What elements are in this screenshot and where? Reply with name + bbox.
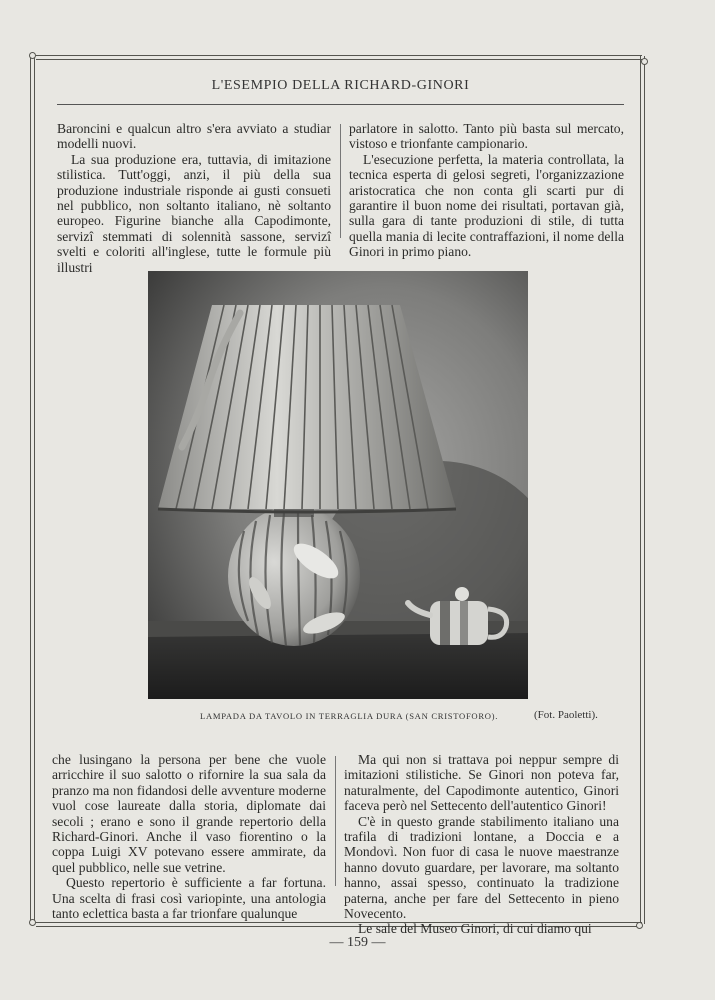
paragraph: Questo repertorio è sufficiente a far fortuna. Una scelta di frasi così variopinte, una antologia tanto eclettica basta a far trionfare qualunque <box>52 875 326 922</box>
paragraph: L'esecuzione perfetta, la materia controllata, la tecnica esperta di gelosi segreti, l'organizzazione aristocratica che non conta gli scarti pur di garantire il buon nome dei risultati, portavan già, sulla gara di tante produzioni di stile, di tutta quella mania di lecite contraffazioni, il nome della Ginori in primo piano. <box>349 151 624 260</box>
running-head: L'ESEMPIO DELLA RICHARD-GINORI <box>211 78 470 93</box>
page-number: — 159 — <box>329 935 386 950</box>
corner-ornament-top-right <box>641 58 648 65</box>
paragraph: Le sale del Museo Ginori, di cui diamo qui <box>358 921 592 937</box>
upper-left-column <box>57 121 331 275</box>
upper-right-column <box>349 121 624 260</box>
photo-credit: (Fot. Paoletti). <box>534 709 598 721</box>
paragraph: che lusingano la persona per bene che vuole arricchire il suo salotto o rifornire la sua sala da pranzo ma non fidandosi delle avventure moderne vuol cose laureate dalla storia, diplomate dai secoli ; erano e sono il grande repertorio della Richard-Ginori. Anche il vaso fiorentino o la coppa Luigi XV potevano essere ammirate, da quel pubblico, nelle sue vetrine. <box>52 752 326 875</box>
lamp-illustration <box>148 271 528 699</box>
paragraph: Ma qui non si trattava poi neppur sempre di imitazioni stilistiche. Se Ginori non poteva far, naturalmente, del Capodimonte autentico, Ginori faceva però nel Settecento dell'autentico Ginori! <box>344 752 619 814</box>
running-head-rule <box>57 104 624 105</box>
lamp-photograph <box>148 271 528 699</box>
corner-ornament-top-left <box>29 52 36 59</box>
frame-top-rule <box>36 55 642 60</box>
lower-left-column <box>52 752 326 921</box>
paragraph: C'è in questo grande stabilimento italiano una trafila di tradizioni lontane, a Doccia e a Mondovì. Non fuor di casa le nuove maestranze hanno dovuto guardare, per lavorare, ma soltanto hanno, assai spesso, continuato la tradizione paterna, anche per fare del Settecento in pieno Novecento. <box>344 813 619 922</box>
column-separator <box>335 756 336 886</box>
lower-right-column <box>344 752 619 937</box>
frame-left-rule <box>30 56 35 924</box>
column-separator <box>340 124 341 238</box>
figure-caption: LAMPADA DA TAVOLO IN TERRAGLIA DURA (SAN CRISTOFORO). <box>200 711 499 721</box>
paragraph: parlatore in salotto. Tanto più basta sul mercato, vistoso e trionfante campionario. <box>349 121 624 152</box>
paragraph: La sua produzione era, tuttavia, di imitazione stilistica. Tutt'oggi, anzi, il più della sua produzione industriale risponde ai gusti consueti nel pubblico, non soltanto italiano, nè soltanto europeo. Figurine bianche alla Capodimonte, servizî stemmati di solennità sassone, servizî svelti e coloriti all'inglese, tutte le formule più illustri <box>57 151 331 275</box>
corner-ornament-bottom-right <box>636 922 643 929</box>
small-teapot <box>430 601 488 645</box>
corner-ornament-bottom-left <box>29 919 36 926</box>
frame-right-rule <box>640 56 645 924</box>
paragraph: Baroncini e qualcun altro s'era avviato a studiar modelli nuovi. <box>57 121 331 152</box>
vase-body <box>228 506 360 646</box>
